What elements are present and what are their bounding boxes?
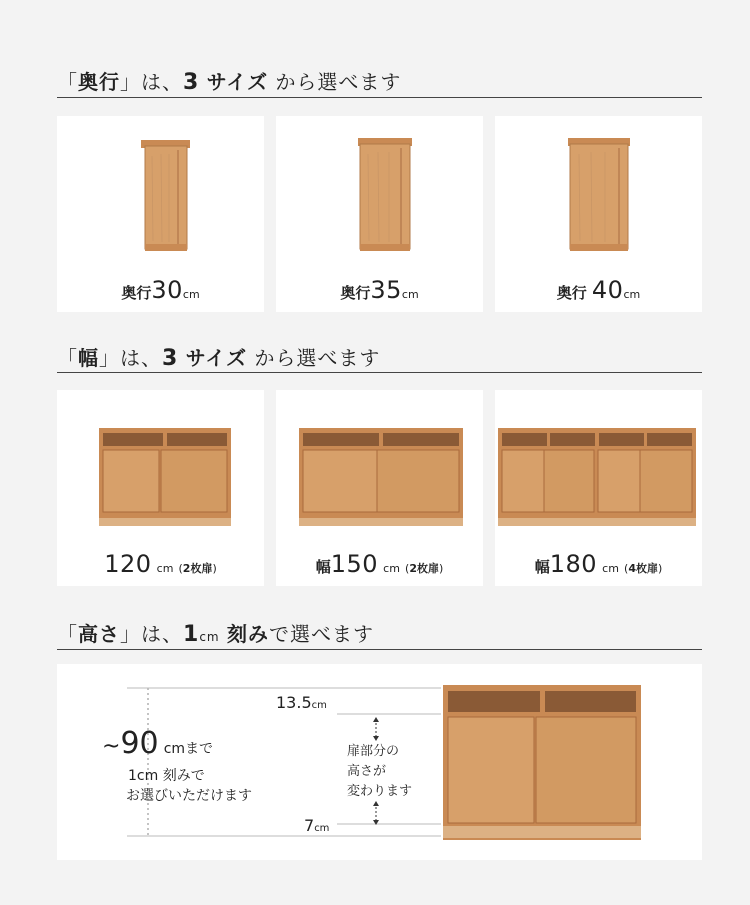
depth-card-30 (57, 116, 264, 312)
plinth-height (304, 816, 329, 835)
bracket-close: 」 (120, 70, 141, 94)
max-unit: cm (163, 741, 186, 757)
caption-prefix: 幅 (315, 558, 331, 576)
caption-unit: cm (623, 288, 641, 301)
size-count: 3 (162, 346, 179, 371)
step-unit: cm (199, 630, 220, 644)
caption-value: 30 (151, 276, 183, 304)
note-line: 扉部分の (347, 744, 400, 759)
door-count (179, 562, 217, 575)
depth-section-title (57, 66, 401, 95)
title-rest: で選べます (268, 622, 374, 646)
depth-keyword: 奥行 (78, 70, 120, 94)
door-count (624, 562, 662, 575)
width-card-180 (495, 390, 702, 586)
width-card-150 (276, 390, 483, 586)
kizami-word: 刻み (226, 622, 269, 646)
note-line: 変わります (347, 784, 413, 799)
depth-caption (495, 276, 702, 304)
paren-open: ( (624, 562, 629, 575)
particle-ha: は、 (141, 622, 183, 646)
caption-unit: cm (383, 562, 400, 575)
width-caption (57, 550, 264, 578)
particle-ha: は、 (120, 346, 162, 370)
section-divider (57, 372, 702, 373)
depth-card-40 (495, 116, 702, 312)
door-number: 4 (628, 562, 636, 575)
caption-unit: cm (182, 288, 200, 301)
bracket-close: 」 (99, 346, 120, 370)
bracket-close: 」 (120, 622, 141, 646)
caption-prefix: 奥行 (121, 284, 152, 302)
bracket-open: 「 (57, 70, 78, 94)
bottom-unit: cm (314, 823, 330, 834)
door-number: 2 (182, 562, 191, 575)
particle-ha: は、 (141, 70, 183, 94)
section-divider (57, 97, 702, 98)
step-number: 1 (183, 622, 200, 647)
caption-unit: cm (156, 562, 174, 575)
depth-card-35 (276, 116, 483, 312)
section-divider (57, 649, 702, 650)
title-rest: から選べます (275, 70, 402, 94)
note-line: 高さが (347, 764, 387, 779)
caption-value: 150 (330, 550, 379, 578)
door-number: 2 (409, 562, 417, 575)
caption-value: 180 (549, 550, 598, 578)
door-word: 枚扉 (635, 562, 658, 575)
top-value: 13.5 (276, 693, 312, 712)
caption-prefix: 幅 (534, 558, 550, 576)
width-section-title (57, 342, 380, 371)
paren-close: ) (657, 562, 663, 575)
height-card (57, 664, 702, 860)
depth-caption (276, 276, 483, 304)
bracket-open: 「 (57, 346, 78, 370)
max-value: 90 (120, 726, 159, 761)
paren-open: ( (405, 562, 410, 575)
caption-prefix: 奥行 (556, 284, 587, 302)
height-section-title (57, 618, 374, 647)
width-card-120 (57, 390, 264, 586)
width-keyword: 幅 (78, 346, 99, 370)
choose-line: お選びいただけます (126, 788, 252, 804)
size-count: 3 (183, 70, 200, 95)
tilde: ~ (102, 734, 121, 759)
door-word: 枚扉 (416, 562, 439, 575)
caption-value: 120 (104, 550, 152, 578)
max-height-label (102, 726, 213, 761)
width-caption (495, 550, 702, 578)
depth-caption (57, 276, 264, 304)
caption-value: 40 (591, 276, 624, 304)
title-rest: から選べます (254, 346, 381, 370)
made-word: まで (185, 741, 214, 757)
bracket-open: 「 (57, 622, 78, 646)
size-word: サイズ (185, 346, 248, 370)
caption-value: 35 (370, 276, 402, 304)
caption-unit: cm (602, 562, 619, 575)
paren-close: ) (438, 562, 444, 575)
caption-prefix: 奥行 (340, 284, 371, 302)
height-keyword: 高さ (78, 622, 120, 646)
door-word: 枚扉 (190, 562, 213, 575)
caption-unit: cm (401, 288, 419, 301)
bottom-value: 7 (304, 816, 315, 835)
step-line: 1cm 刻みで (128, 768, 205, 784)
width-caption (276, 550, 483, 578)
top-unit: cm (311, 700, 327, 711)
door-count (405, 562, 443, 575)
top-shelf-height (276, 693, 327, 712)
size-word: サイズ (206, 70, 269, 94)
paren-open: ( (178, 562, 183, 575)
door-height-note (347, 742, 412, 802)
paren-close: ) (212, 562, 217, 575)
